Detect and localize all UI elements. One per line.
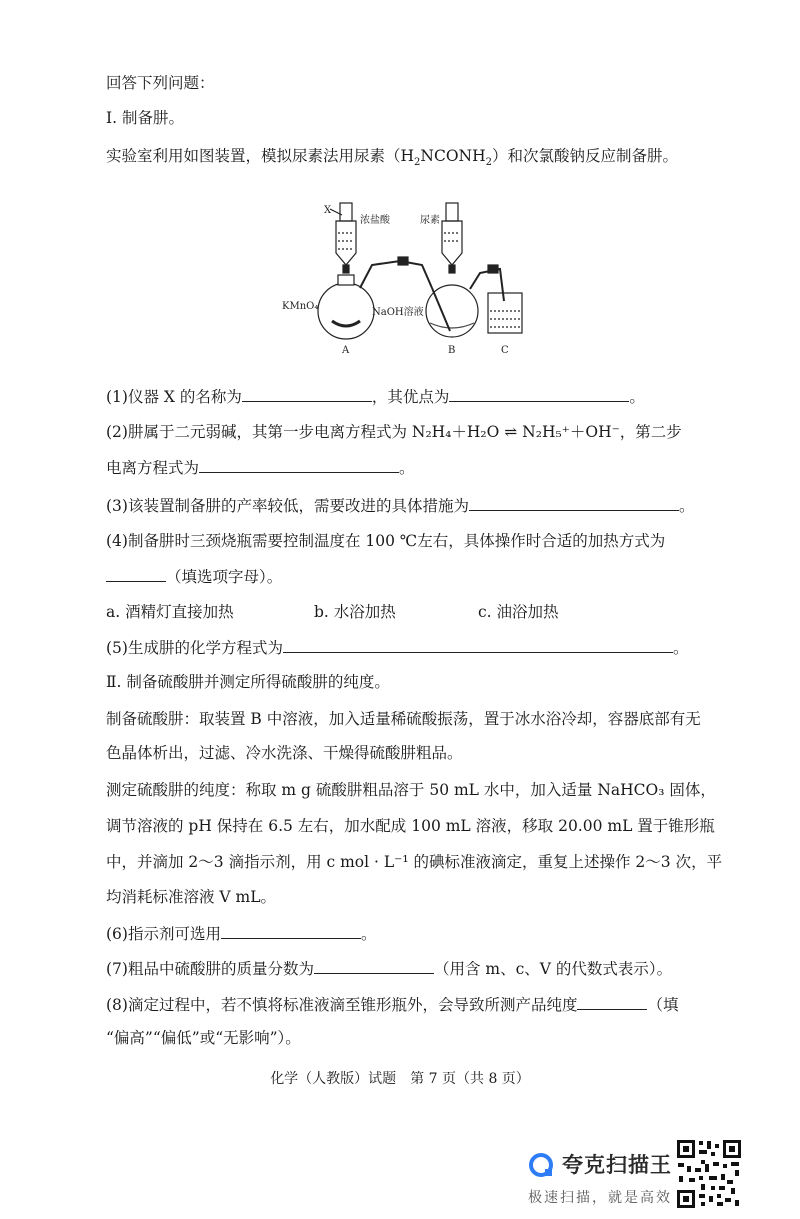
question-5: (5)生成肼的化学方程式为 。 — [106, 636, 750, 659]
option-c: c. 油浴加热 — [478, 603, 559, 621]
part2-measure-line4: 均消耗标准溶液 V mL。 — [106, 888, 277, 906]
fig-label-urea: 尿素 — [420, 215, 440, 226]
option-a: a. 酒精灯直接加热 — [106, 603, 234, 621]
option-b: b. 水浴加热 — [314, 603, 396, 621]
part2-measure-line1: 测定硫酸肼的纯度：称取 m g 硫酸肼粗品溶于 50 mL 水中，加入适量 NaHCO₃ 固体， — [106, 781, 716, 799]
part2-prep-line1: 制备硫酸肼：取装置 B 中溶液，加入适量稀硫酸振荡，置于冰水浴冷却，容器底部有无 — [106, 710, 701, 728]
question-1: (1)仪器 X 的名称为 ，其优点为 。 — [106, 385, 750, 408]
fig-label-naoh: NaOH溶液 — [372, 307, 424, 318]
part2-heading: Ⅱ. 制备硫酸肼并测定所得硫酸肼的纯度。 — [106, 673, 390, 691]
question-6: (6)指示剂可选用 。 — [106, 922, 750, 945]
question-3: (3)该装置制备肼的产率较低，需要改进的具体措施为 。 — [106, 494, 750, 517]
part2-measure-line2: 调节溶液的 pH 保持在 6.5 左右，加水配成 100 mL 溶液，移取 20.00 mL 置于锥形瓶 — [106, 817, 715, 835]
question-7: (7)粗品中硫酸肼的质量分数为 （用含 m、c、V 的代数式表示）。 — [106, 957, 750, 980]
question-4-line1: (4)制备肼时三颈烧瓶需要控制温度在 100 ℃左右，具体操作时合适的加热方式为 — [106, 532, 666, 550]
question-8-line2: “偏高”“偏低”或“无影响”）。 — [106, 1029, 301, 1047]
fig-label-kmno4: KMnO₄ — [282, 301, 319, 312]
question-2-line2: 电离方程式为 。 — [106, 456, 750, 479]
scanner-slogan: 极速扫描，就是高效 — [528, 1190, 672, 1206]
fig-label-a: A — [342, 345, 350, 356]
question-4-line2: （填选项字母）。 — [106, 565, 750, 588]
fig-label-hcl: 浓盐酸 — [360, 215, 390, 226]
page-footer: 化学（人教版）试题 第 7 页（共 8 页） — [270, 1071, 530, 1087]
part2-measure-line3: 中，并滴加 2～3 滴指示剂，用 c mol · L⁻¹ 的碘标准液滴定，重复上述操作 2～3 次，平 — [106, 853, 723, 871]
fig-label-b: B — [448, 345, 456, 356]
part1-heading: Ⅰ. 制备肼。 — [106, 109, 184, 127]
fig-label-x: X — [324, 205, 332, 216]
qr-code-icon — [675, 1138, 743, 1210]
question-8-line1: (8)滴定过程中，若不慎将标准液滴至锥形瓶外，会导致所测产品纯度 （填 — [106, 993, 750, 1016]
intro-text: 回答下列问题： — [106, 74, 215, 92]
fig-label-c: C — [501, 345, 509, 356]
question-2-line1: (2)肼属于二元弱碱，其第一步电离方程式为 N₂H₄＋H₂O ⇌ N₂H₅⁺＋OH⁻，第二步 — [106, 423, 682, 441]
part2-prep-line2: 色晶体析出，过滤、冷水洗涤、干燥得硫酸肼粗品。 — [106, 744, 463, 762]
scanner-app-title: 夸克扫描王 — [562, 1153, 672, 1177]
scanner-logo-icon — [528, 1152, 554, 1178]
part1-description: 实验室利用如图装置，模拟尿素法用尿素$(H_2NCONH_2)$和次氯酸钠反应制备肼。 — [106, 147, 679, 169]
apparatus-figure — [280, 193, 540, 363]
